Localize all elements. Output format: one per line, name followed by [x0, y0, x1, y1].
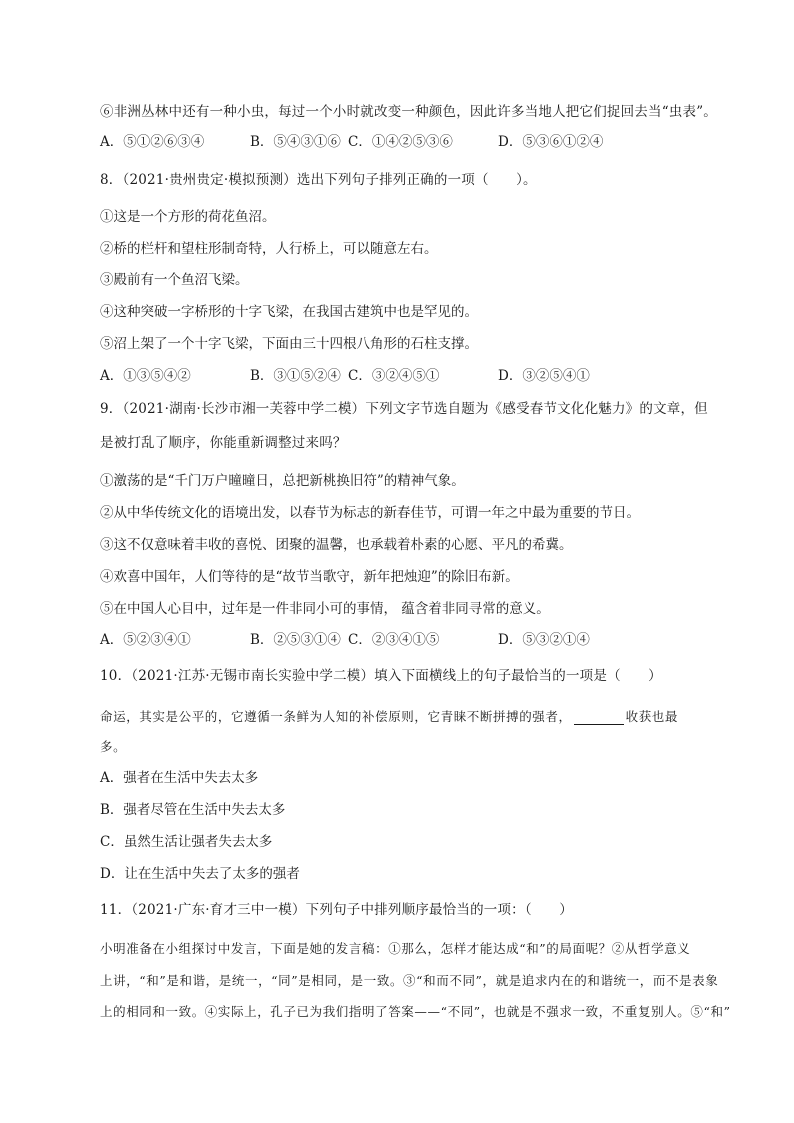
q7-options	[100, 132, 603, 152]
q9-stem-line-2: 是被打乱了顺序，你能重新调整过来吗？	[100, 435, 347, 451]
q11-stem: 11．（2021·广东·育才三中一模）下列句子中排列顺序最恰当的一项：（ ）	[100, 902, 573, 918]
q10-option-a[interactable]: A．强者在生活中失去太多	[100, 770, 259, 786]
q8-option-c[interactable]: C．③②④⑤①	[348, 368, 440, 384]
q8-item-3: ③殿前有一个鱼沼飞梁。	[100, 272, 249, 288]
q9-item-3: ③这不仅意味着丰收的喜悦、团聚的温馨，也承载着朴素的心愿、平凡的希冀。	[100, 537, 573, 553]
q10-passage-line-2: 多。	[100, 739, 127, 754]
q9-stem-line-1: 9．（2021·湖南·长沙市湘一芙蓉中学二模）下列文字节选自题为《感受春节文化化魅力》的文章，但	[100, 401, 708, 417]
q10-passage-line-1	[100, 707, 678, 727]
q10-stem: 10．（2021·江苏·无锡市南长实验中学二模）填入下面横线上的句子最恰当的一项是（ ）	[100, 668, 662, 684]
q10-passage-part-1: 命运，其实是公平的，它遵循一条鲜为人知的补偿原则，它青睐不断拼搏的强者，	[100, 709, 572, 724]
q11-passage-line-3: 上的相同和一致。④实际上，孔子已为我们指明了答案——“不同”，也就是不强求一致，不重复别人。⑤“和”	[100, 1004, 731, 1019]
q11-passage-line-1: 小明准备在小组探讨中发言，下面是她的发言稿：①那么，怎样才能达成“和”的局面呢？②从哲学意义	[100, 941, 691, 956]
q7-option-a[interactable]: A．⑤①②⑥③④	[100, 134, 205, 150]
q10-passage-part-2: 收获也最	[625, 709, 679, 724]
q8-item-5: ⑤沼上架了一个十字飞梁，下面由三十四根八角形的石柱支撑。	[100, 336, 478, 352]
q7-option-c[interactable]: C．①④②⑤③⑥	[348, 134, 453, 150]
q7-option-d[interactable]: D．⑤③⑥①②④	[498, 134, 604, 150]
q9-item-4: ④欢喜中国年，人们等待的是“故节当歌守，新年把烛迎”的除旧布新。	[100, 569, 519, 585]
q8-stem: 8．（2021·贵州贵定·模拟预测）选出下列句子排列正确的一项（ ）。	[100, 172, 537, 188]
q9-option-c[interactable]: C．②③④①⑤	[348, 632, 440, 648]
q9-option-d[interactable]: D．⑤③②①④	[498, 632, 590, 648]
q8-option-a[interactable]: A．①③⑤④②	[100, 368, 191, 384]
q11-passage-line-2: 上讲，“和”是和谐，是统一，“同”是相同，是一致。③“和而不同”，就是追求内在的和谐统一，而不是表象	[100, 973, 719, 988]
q8-option-b[interactable]: B．③①⑤②④	[250, 368, 341, 384]
q9-option-b[interactable]: B．②⑤③①④	[250, 632, 341, 648]
q7-item-6: ⑥非洲丛林中还有一种小虫，每过一个小时就改变一种颜色，因此许多当地人把它们捉回去当“虫表”。	[100, 104, 718, 120]
q10-answer-blank	[574, 710, 624, 725]
q10-option-d[interactable]: D．让在生活中失去了太多的强者	[100, 866, 300, 882]
q9-option-a[interactable]: A．⑤②③④①	[100, 632, 191, 648]
q9-item-2: ②从中华传统文化的语境出发，以春节为标志的新春佳节，可谓一年之中最为重要的节日。	[100, 505, 640, 521]
q8-option-d[interactable]: D．③②⑤④①	[498, 368, 590, 384]
q7-option-b[interactable]: B．⑤④③①⑥	[250, 134, 341, 150]
q10-option-c[interactable]: C．虽然生活让强者失去太多	[100, 834, 273, 850]
q8-item-1: ①这是一个方形的荷花鱼沼。	[100, 209, 276, 225]
q8-item-4: ④这种突破一字桥形的十字飞梁，在我国古建筑中也是罕见的。	[100, 304, 478, 320]
q9-item-1: ①激荡的是“千门万户曈曈日，总把新桃换旧符”的精神气象。	[100, 473, 465, 489]
q10-option-b[interactable]: B．强者尽管在生活中失去太多	[100, 802, 286, 818]
q9-item-5: ⑤在中国人心目中，过年是一件非同小可的事情， 蕴含着非同寻常的意义。	[100, 601, 550, 617]
q8-item-2: ②桥的栏杆和望柱形制奇特，人行桥上，可以随意左右。	[100, 241, 438, 257]
q9-options	[100, 630, 590, 650]
q8-options	[100, 366, 590, 386]
